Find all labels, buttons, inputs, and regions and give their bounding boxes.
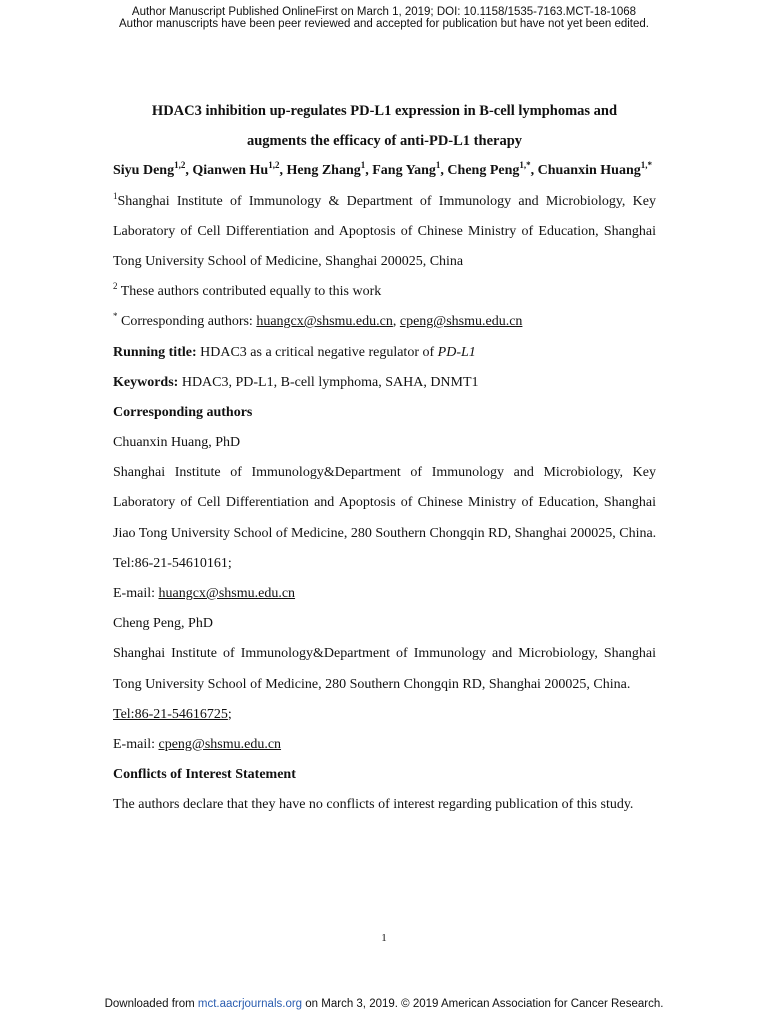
author-affiliation-marker: 1,* bbox=[640, 160, 652, 171]
page-number: 1 bbox=[381, 932, 387, 944]
manuscript-banner-line-1: Author Manuscript Published OnlineFirst on March 1, 2019; DOI: 10.1158/1535-7163.MCT-18-1068 bbox=[131, 6, 637, 18]
corresponding-marker: * bbox=[113, 311, 118, 322]
author-affiliation-marker: 1,2 bbox=[268, 160, 280, 171]
author2-tel bbox=[113, 700, 656, 730]
running-title bbox=[113, 338, 656, 368]
author2-tel-link[interactable]: Tel:86-21-54616725 bbox=[113, 706, 228, 722]
equal-contribution-marker: 2 bbox=[113, 281, 118, 292]
author1-email bbox=[113, 579, 656, 609]
affiliation-line-3: Tong University School of Medicine, Shanghai 200025, China bbox=[113, 253, 464, 269]
author2-email bbox=[113, 730, 656, 760]
journal-link[interactable]: mct.aacrjournals.org bbox=[197, 998, 303, 1010]
author2-email-link[interactable]: cpeng@shsmu.edu.cn bbox=[158, 736, 282, 752]
author-affiliation-marker: 1 bbox=[435, 160, 441, 171]
author-name: Cheng Peng bbox=[447, 163, 520, 179]
author-name: Chuanxin Huang bbox=[537, 163, 641, 179]
paper-title-line-2: augments the efficacy of anti-PD-L1 therapy bbox=[246, 133, 523, 150]
corresponding-authors-note bbox=[113, 307, 656, 337]
affiliation-marker: 1 bbox=[113, 190, 118, 201]
author-separator: , bbox=[530, 163, 538, 179]
author1-tel: Tel:86-21-54610161; bbox=[113, 555, 232, 571]
paper-page bbox=[113, 96, 656, 821]
affiliation-text: Shanghai Institute of Immunology & Department of Immunology and Microbiology, Key bbox=[117, 193, 656, 209]
paper-title-line-1: HDAC3 inhibition up-regulates PD-L1 expression in B-cell lymphomas and bbox=[151, 103, 618, 119]
tel-terminator: ; bbox=[227, 706, 232, 722]
running-title-text: HDAC3 as a critical negative regulator of bbox=[196, 344, 438, 360]
author-affiliation-marker: 1 bbox=[360, 160, 366, 171]
author2-name: Cheng Peng, PhD bbox=[113, 616, 213, 632]
author-affiliation-marker: 1,2 bbox=[174, 160, 186, 171]
author-affiliation-marker: 1,* bbox=[519, 160, 531, 171]
corresponding-label: Corresponding authors: bbox=[117, 314, 257, 330]
equal-contribution-note bbox=[113, 277, 656, 307]
keywords bbox=[113, 368, 656, 398]
manuscript-banner-line-2: Author manuscripts have been peer reviewed and accepted for publication but have not yet been edited. bbox=[119, 18, 649, 30]
email-link-peng[interactable]: cpeng@shsmu.edu.cn bbox=[399, 314, 523, 330]
author-separator: , bbox=[365, 163, 373, 179]
author-name: Fang Yang bbox=[372, 163, 436, 179]
author1-address-line-1: Shanghai Institute of Immunology&Department of Immunology and Microbiology, Key bbox=[113, 465, 656, 481]
author2-address-line-1: Shanghai Institute of Immunology&Department of Immunology and Microbiology, Shanghai bbox=[113, 646, 656, 662]
keywords-text: HDAC3, PD-L1, B-cell lymphoma, SAHA, DNMT1 bbox=[178, 374, 479, 390]
author-name: Qianwen Hu bbox=[192, 163, 269, 179]
email-link-huang[interactable]: huangcx@shsmu.edu.cn bbox=[256, 314, 393, 330]
email-separator: , bbox=[392, 314, 400, 330]
running-title-italic: PD-L1 bbox=[437, 344, 476, 360]
download-footer bbox=[0, 998, 768, 1010]
corresponding-authors-heading: Corresponding authors bbox=[113, 404, 253, 420]
author1-address-line-3: Jiao Tong University School of Medicine, 280 Southern Chongqin RD, Shanghai 200025, China. bbox=[113, 525, 657, 541]
author-separator: , bbox=[440, 163, 448, 179]
conflicts-heading: Conflicts of Interest Statement bbox=[113, 767, 296, 783]
author-name: Heng Zhang bbox=[286, 163, 361, 179]
email-label: E-mail: bbox=[113, 736, 159, 752]
author1-address-line-2: Laboratory of Cell Differentiation and Apoptosis of Chinese Ministry of Education, Shanghai bbox=[113, 495, 656, 511]
affiliation-line-1 bbox=[113, 187, 656, 217]
affiliation-line-2: Laboratory of Cell Differentiation and Apoptosis of Chinese Ministry of Education, Shanghai bbox=[113, 223, 656, 239]
running-title-label: Running title: bbox=[113, 344, 197, 360]
author2-address-line-2: Tong University School of Medicine, 280 Southern Chongqin RD, Shanghai 200025, China. bbox=[113, 676, 631, 692]
author-list bbox=[113, 156, 656, 186]
equal-contribution-text: These authors contributed equally to this work bbox=[117, 284, 382, 300]
author1-email-link[interactable]: huangcx@shsmu.edu.cn bbox=[158, 586, 296, 601]
keywords-label: Keywords: bbox=[113, 374, 179, 390]
author1-name: Chuanxin Huang, PhD bbox=[113, 435, 241, 451]
author-separator: , bbox=[185, 163, 193, 179]
footer-suffix: on March 3, 2019. © 2019 American Association for Cancer Research. bbox=[302, 998, 664, 1010]
author-name: Siyu Deng bbox=[113, 163, 175, 179]
email-label: E-mail: bbox=[113, 586, 159, 601]
conflicts-text: The authors declare that they have no conflicts of interest regarding publication of this study. bbox=[113, 797, 634, 813]
footer-prefix: Downloaded from bbox=[104, 998, 198, 1010]
author-separator: , bbox=[279, 163, 287, 179]
